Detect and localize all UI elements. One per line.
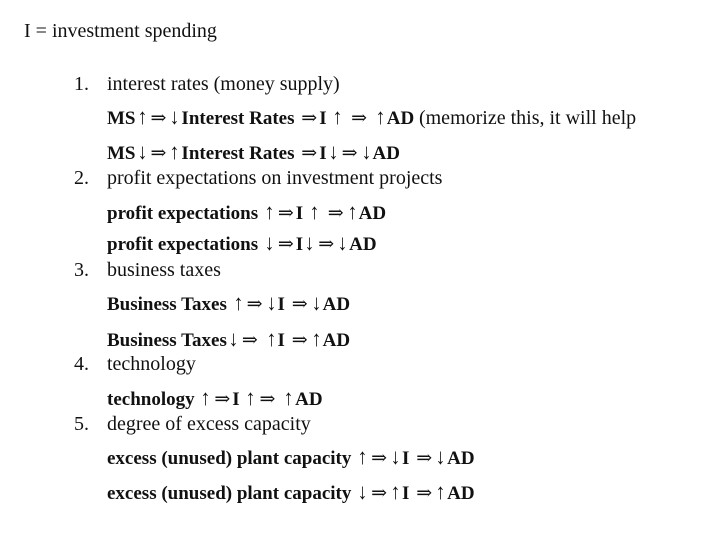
implies-symbol: ⇒ [277,234,294,255]
formula-term: profit expectations [107,234,259,255]
arrow-down-icon: ↓ [311,290,322,315]
arrow-up-icon: ↑ [332,104,343,129]
implies-symbol: ⇒ [301,143,318,164]
formula-row [107,106,636,130]
arrow-up-icon: ↑ [137,104,147,129]
formula-row [107,328,350,352]
implies-symbol: ⇒ [150,108,167,129]
formula-term: I [319,143,327,164]
implies-symbol: ⇒ [277,203,294,224]
item-number: 5. [74,413,89,435]
formula-term: profit expectations [107,203,259,224]
implies-symbol: ⇒ [291,330,308,351]
implies-symbol: ⇒ [259,389,276,410]
formula-term: AD [447,448,475,469]
implies-symbol: ⇒ [371,483,388,504]
arrow-up-icon: ↑ [266,326,276,351]
formula-term: I [277,330,285,351]
formula-term: AD [386,108,415,129]
formula-term: I [402,483,410,504]
implies-symbol: ⇒ [150,143,167,164]
item-number: 2. [74,167,89,189]
arrow-down-icon: ↓ [357,479,368,504]
implies-symbol: ⇒ [327,203,344,224]
arrow-up-icon: ↑ [435,479,446,504]
definition-heading: I = investment spending [24,20,217,42]
arrow-up-icon: ↑ [347,199,358,224]
implies-symbol: ⇒ [351,108,368,129]
implies-symbol: ⇒ [341,143,358,164]
formula-term: AD [447,483,475,504]
formula-row [107,232,377,256]
formula-row [107,201,386,225]
arrow-up-icon: ↑ [233,290,244,315]
memorize-note: (memorize this, it will help [418,107,637,129]
formula-term: MS [107,143,136,164]
item-number: 1. [74,73,89,95]
formula-term: MS [107,108,136,129]
formula-term: excess (unused) plant capacity [107,448,352,469]
item-title: degree of excess capacity [107,413,311,435]
arrow-down-icon: ↓ [264,230,275,255]
list-item-3 [74,259,221,282]
arrow-up-icon: ↑ [200,385,211,410]
formula-term: excess (unused) plant capacity [107,483,352,504]
formula-term: I [232,389,240,410]
item-title: business taxes [107,259,221,281]
arrow-down-icon: ↓ [337,230,348,255]
arrow-up-icon: ↑ [264,199,275,224]
list-item-5 [74,413,311,436]
formula-term: AD [372,143,400,164]
formula-row [107,292,350,316]
formula-term: AD [322,330,351,351]
item-title: profit expectations on investment projects [107,167,443,189]
arrow-down-icon: ↓ [169,104,180,129]
arrow-up-icon: ↑ [309,199,320,224]
item-title: interest rates (money supply) [107,73,340,95]
arrow-up-icon: ↑ [169,139,180,164]
item-number: 4. [74,353,89,375]
formula-term: Business Taxes [107,294,227,315]
formula-row [107,387,323,411]
formula-term: AD [295,389,323,410]
formula-term: I [295,234,304,255]
formula-row [107,141,400,165]
implies-symbol: ⇒ [214,389,231,410]
item-title: technology [107,353,196,375]
arrow-up-icon: ↑ [283,385,294,410]
formula-term: AD [358,203,387,224]
formula-row [107,446,475,470]
formula-term: I [402,448,410,469]
formula-term: I [319,108,327,129]
list-item-1 [74,73,340,96]
implies-symbol: ⇒ [318,234,335,255]
implies-symbol: ⇒ [241,330,258,351]
arrow-up-icon: ↑ [357,444,368,469]
formula-term: technology [107,389,195,410]
arrow-down-icon: ↓ [137,139,147,164]
arrow-down-icon: ↓ [266,290,276,315]
list-item-2 [74,167,442,190]
implies-symbol: ⇒ [416,448,433,469]
formula-row [107,481,475,505]
item-number: 3. [74,259,89,281]
implies-symbol: ⇒ [416,483,433,504]
formula-term: Interest Rates [181,143,295,164]
arrow-up-icon: ↑ [375,104,386,129]
arrow-up-icon: ↑ [245,385,256,410]
implies-symbol: ⇒ [371,448,388,469]
arrow-down-icon: ↓ [304,230,315,255]
formula-term: Interest Rates [181,108,295,129]
arrow-up-icon: ↑ [311,326,322,351]
arrow-down-icon: ↓ [435,444,446,469]
arrow-up-icon: ↑ [390,479,401,504]
formula-term: AD [322,294,351,315]
formula-term: I [277,294,285,315]
formula-term: Business Taxes [107,330,227,351]
arrow-down-icon: ↓ [390,444,401,469]
implies-symbol: ⇒ [301,108,318,129]
arrow-down-icon: ↓ [361,139,371,164]
arrow-down-icon: ↓ [328,139,339,164]
formula-term: AD [349,234,377,255]
arrow-down-icon: ↓ [228,326,239,351]
implies-symbol: ⇒ [246,294,263,315]
implies-symbol: ⇒ [291,294,308,315]
list-item-4 [74,353,196,376]
formula-term: I [295,203,304,224]
